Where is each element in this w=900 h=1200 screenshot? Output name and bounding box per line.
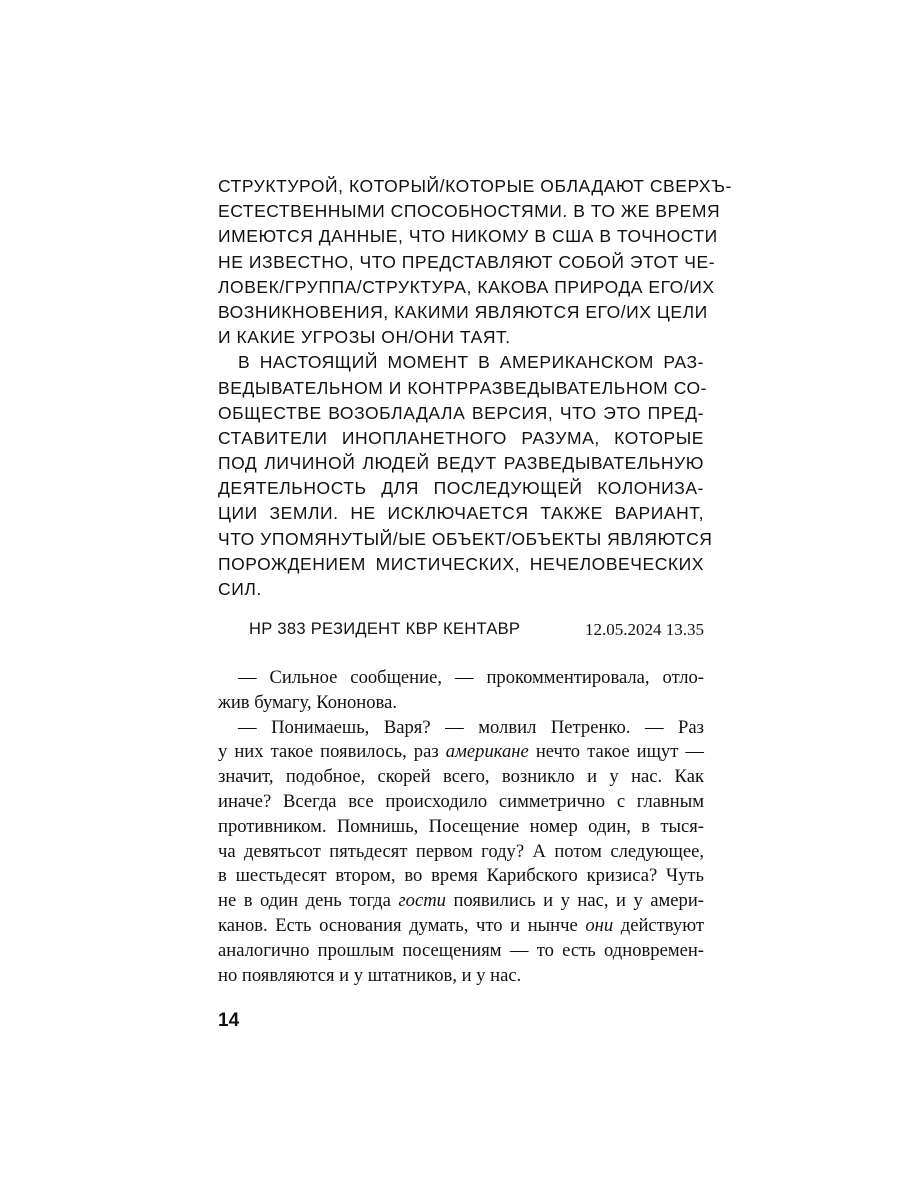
telegram-line: ОБЩЕСТВЕ ВОЗОБЛАДАЛА ВЕРСИЯ, ЧТО ЭТО ПРЕД- bbox=[218, 402, 704, 423]
prose-text: но появляются и у штатников, и у нас. bbox=[218, 964, 522, 986]
telegram-line: ЧТО УПОМЯНУТЫЙ/ЫЕ ОБЪЕКТ/ОБЪЕКТЫ ЯВЛЯЮТСЯ bbox=[218, 528, 713, 549]
prose-line bbox=[218, 840, 704, 865]
emphasis-text: американе bbox=[445, 741, 529, 763]
signature-datetime: 12.05.2024 13.35 bbox=[585, 620, 704, 639]
telegram-line: ВОЗНИКНОВЕНИЯ, КАКИМИ ЯВЛЯЮТСЯ ЕГО/ИХ ЦЕЛИ bbox=[218, 301, 708, 322]
prose-line bbox=[218, 740, 704, 765]
prose-text: нечто такое ищут — bbox=[528, 741, 705, 763]
prose-text: значит, подобное, скорей всего, возникло и у нас. Как bbox=[218, 766, 704, 788]
page-number: 14 bbox=[218, 1010, 240, 1031]
telegram-line: ПОРОЖДЕНИЕМ МИСТИЧЕСКИХ, НЕЧЕЛОВЕЧЕСКИХ bbox=[218, 553, 704, 574]
telegram-line: СИЛ. bbox=[218, 579, 262, 599]
emphasis-text: гости bbox=[398, 890, 446, 912]
telegram-line: И КАКИЕ УГРОЗЫ ОН/ОНИ ТАЯТ. bbox=[218, 327, 511, 348]
prose-text: появились и у нас, и у амери- bbox=[445, 890, 704, 912]
prose-text: жив бумагу, Кононова. bbox=[218, 691, 397, 713]
prose-text: не в один день тогда bbox=[218, 890, 399, 912]
telegram-line: СТРУКТУРОЙ, КОТОРЫЙ/КОТОРЫЕ ОБЛАДАЮТ СВЕРХЪ- bbox=[218, 176, 732, 196]
prose-line bbox=[218, 666, 704, 691]
prose-text: противником. Помнишь, Посещение номер один, в тыся- bbox=[218, 815, 704, 837]
telegram-line: ПОД ЛИЧИНОЙ ЛЮДЕЙ ВЕДУТ РАЗВЕДЫВАТЕЛЬНУЮ bbox=[218, 453, 704, 474]
prose-text: — Сильное сообщение, — прокомментировала, отло- bbox=[238, 667, 704, 688]
telegram-text bbox=[218, 174, 732, 602]
prose-text: ча девятьсот пятьдесят первом году? А потом следующее, bbox=[218, 840, 704, 862]
telegram-line: ВЕДЫВАТЕЛЬНОМ И КОНТРРАЗВЕДЫВАТЕЛЬНОМ СО- bbox=[218, 377, 708, 398]
prose-text: канов. Есть основания думать, что и нынче bbox=[218, 914, 586, 936]
prose-line bbox=[218, 815, 704, 840]
prose-line bbox=[218, 939, 704, 964]
prose-text: у них такое появилось, раз bbox=[218, 741, 446, 763]
prose-line bbox=[218, 790, 704, 815]
prose-text: иначе? Всегда все происходило симметрично с главным bbox=[218, 790, 704, 812]
emphasis-text: они bbox=[585, 914, 614, 936]
telegram-line: НЕ ИЗВЕСТНО, ЧТО ПРЕДСТАВЛЯЮТ СОБОЙ ЭТОТ ЧЕ- bbox=[218, 251, 716, 272]
telegram-line: ЦИИ ЗЕМЛИ. НЕ ИСКЛЮЧАЕТСЯ ТАКЖЕ ВАРИАНТ, bbox=[218, 503, 704, 524]
telegram-line: ЛОВЕК/ГРУППА/СТРУКТУРА, КАКОВА ПРИРОДА ЕГО/ИХ bbox=[218, 276, 715, 297]
body-text bbox=[218, 666, 704, 988]
telegram-line: СТАВИТЕЛИ ИНОПЛАНЕТНОГО РАЗУМА, КОТОРЫЕ bbox=[218, 427, 704, 448]
prose-line bbox=[218, 864, 704, 889]
telegram-line: В НАСТОЯЩИЙ МОМЕНТ В АМЕРИКАНСКОМ РАЗ- bbox=[238, 352, 704, 373]
prose-line bbox=[218, 765, 704, 790]
prose-text: в шестьдесят втором, во время Карибского кризиса? Чуть bbox=[218, 865, 704, 887]
telegram-line: ЕСТЕСТВЕННЫМИ СПОСОБНОСТЯМИ. В ТО ЖЕ ВРЕМЯ bbox=[218, 201, 721, 222]
prose-line bbox=[218, 716, 704, 741]
prose-line bbox=[218, 889, 704, 914]
telegram-line: ИМЕЮТСЯ ДАННЫЕ, ЧТО НИКОМУ В США В ТОЧНОСТИ bbox=[218, 226, 718, 247]
prose-text: действуют bbox=[613, 914, 705, 936]
prose-text: аналогично прошлым посещениям — то есть одновремен- bbox=[218, 939, 704, 961]
signature-sender: НР 383 РЕЗИДЕНТ КВР КЕНТАВР bbox=[249, 620, 521, 638]
prose-text: — Понимаешь, Варя? — молвил Петренко. — Раз bbox=[238, 716, 704, 738]
telegram-signature bbox=[249, 620, 704, 640]
prose-line bbox=[218, 914, 704, 939]
prose-line bbox=[218, 691, 704, 716]
prose-line bbox=[218, 964, 704, 989]
telegram-line: ДЕЯТЕЛЬНОСТЬ ДЛЯ ПОСЛЕДУЮЩЕЙ КОЛОНИЗА- bbox=[218, 478, 704, 499]
